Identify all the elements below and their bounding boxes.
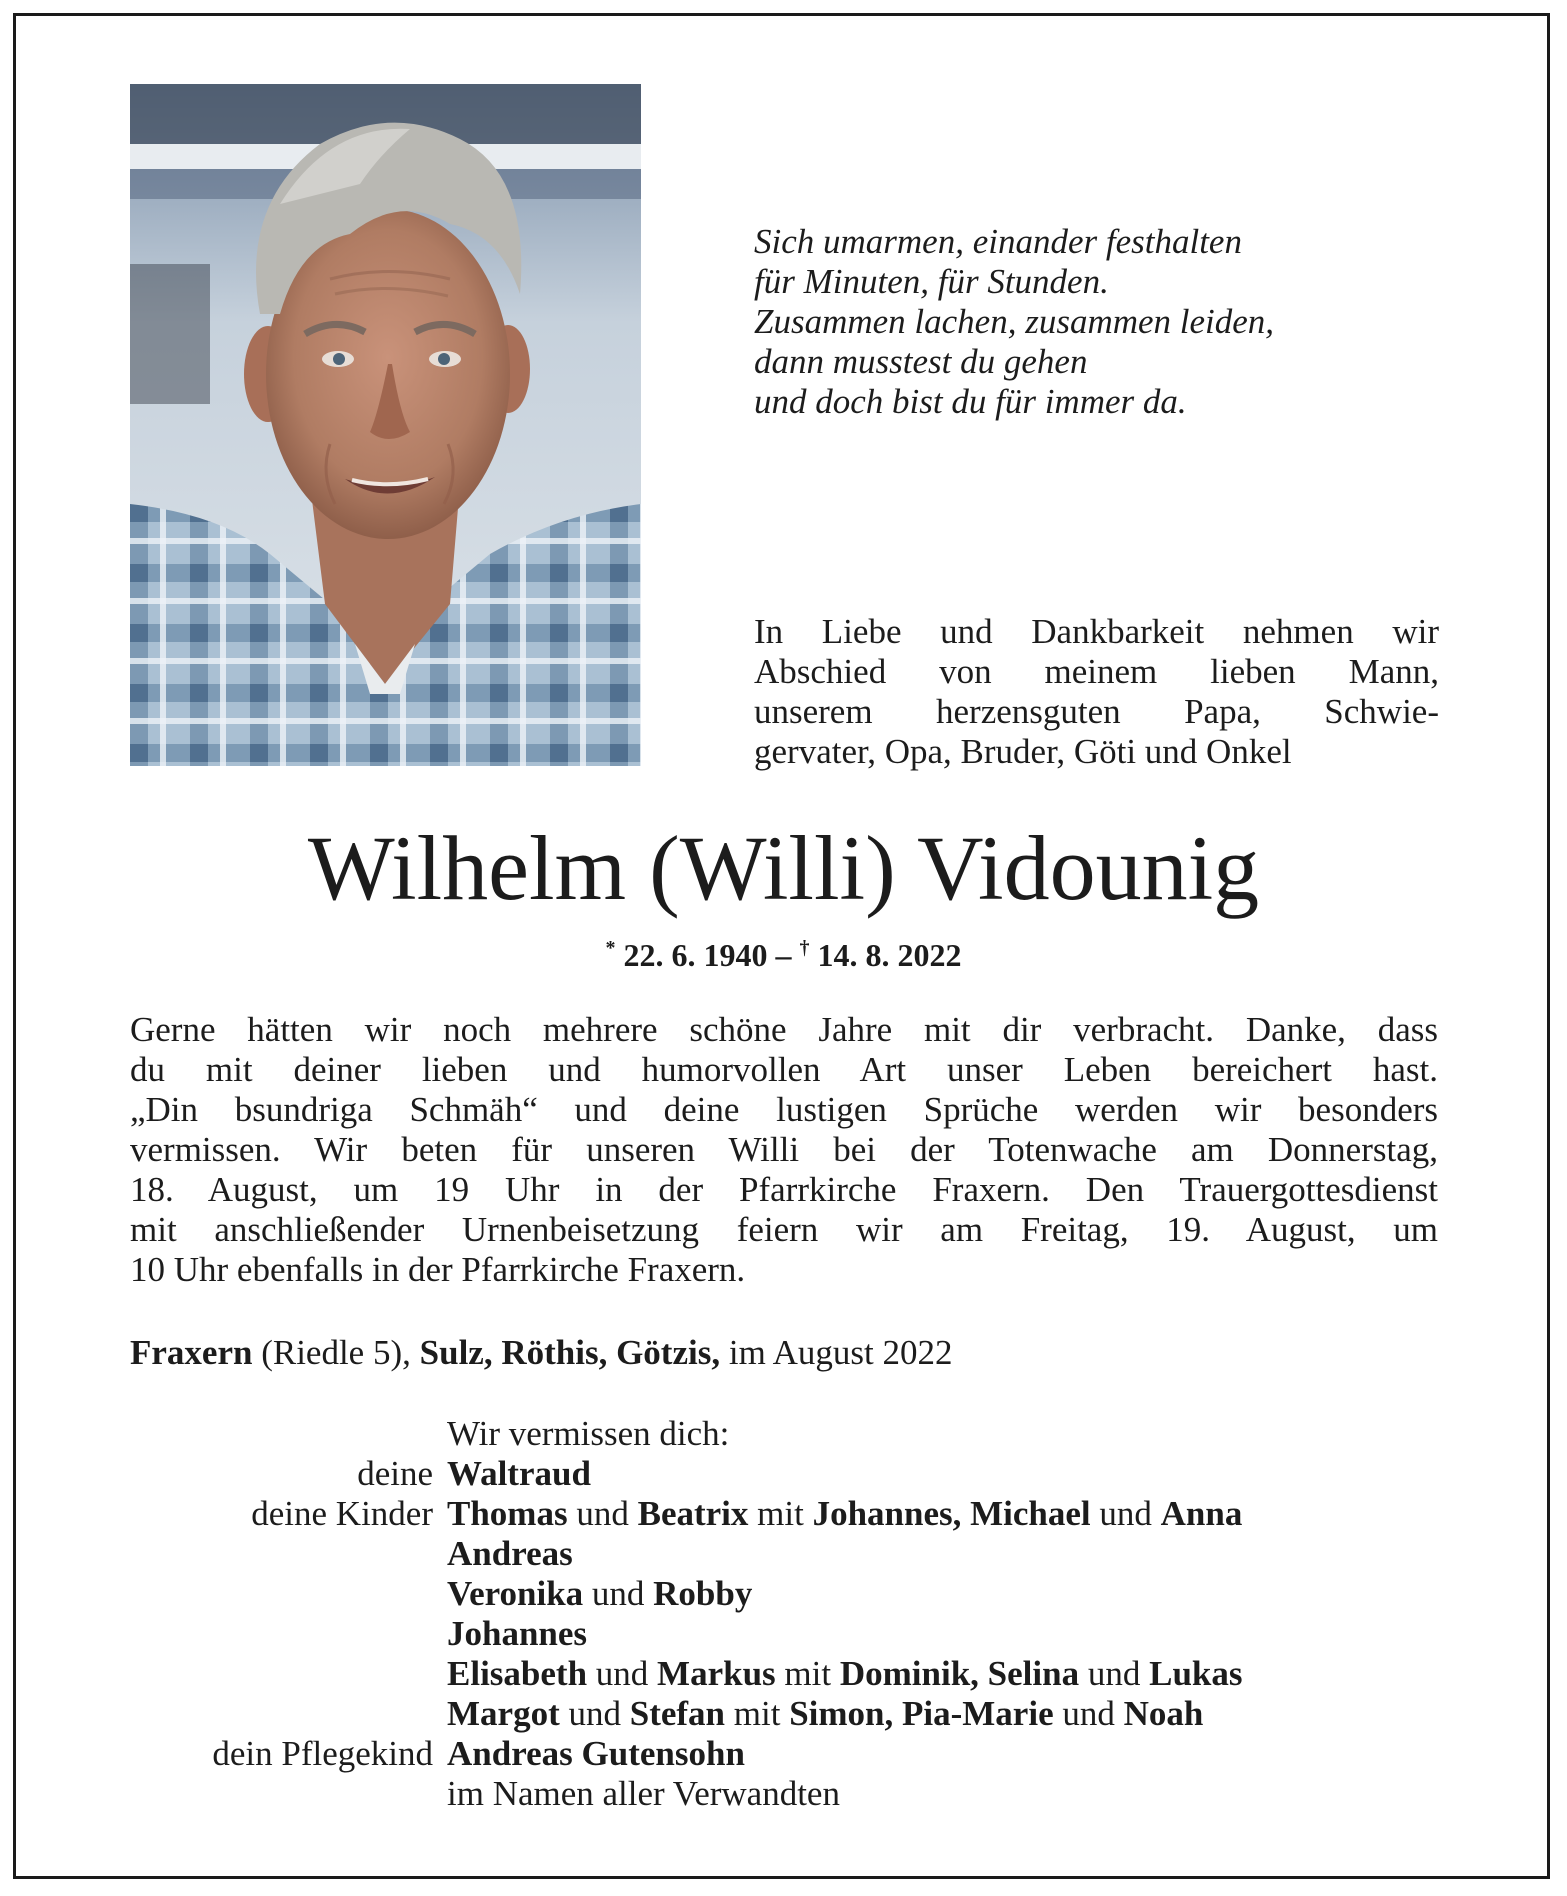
signature-names <box>447 1494 1242 1534</box>
signature-name: Andreas Gutensohn <box>447 1734 745 1773</box>
signature-name: Johannes <box>447 1614 588 1653</box>
place-date: im August 2022 <box>728 1333 953 1372</box>
signature-connector: mit <box>733 1694 781 1733</box>
signature-connector: mit <box>784 1654 832 1693</box>
signature-name: Margot <box>447 1694 560 1733</box>
birth-date: 22. 6. 1940 <box>623 937 768 973</box>
portrait-photo <box>130 84 641 766</box>
signature-label: deine Kinder <box>251 1494 433 1533</box>
date-dash: – <box>775 937 792 973</box>
body-line: du mit deiner lieben und humorvollen Art unser Leben bereichert hast. <box>130 1050 1438 1089</box>
signature-name: Lukas <box>1149 1654 1243 1693</box>
signature-name: Anna <box>1160 1494 1243 1533</box>
body-line: vermissen. Wir beten für unseren Willi bei der Totenwache am Donnerstag, <box>130 1130 1438 1169</box>
body-line: mit anschließender Urnenbeisetzung feiern wir am Freitag, 19. August, um <box>130 1210 1438 1249</box>
place-others: Sulz, Röthis, Götzis, <box>419 1333 721 1372</box>
signature-names <box>447 1734 745 1774</box>
intro-text <box>754 612 1439 772</box>
signature-names <box>447 1454 591 1494</box>
signature-names <box>447 1574 752 1614</box>
signature-name: Veronika <box>447 1574 584 1613</box>
signature-connector: und <box>568 1694 621 1733</box>
death-symbol: † <box>799 937 810 959</box>
signature-name: Andreas <box>447 1534 573 1573</box>
birth-symbol: * <box>605 937 616 959</box>
signature-name: Dominik, Selina <box>839 1654 1080 1693</box>
signature-names <box>447 1534 573 1574</box>
body-line: „Din bsundriga Schmäh“ und deine lustigen Sprüche werden wir besonders <box>130 1090 1438 1129</box>
signature-names <box>447 1614 587 1654</box>
life-dates <box>0 935 1567 975</box>
signature-name: Markus <box>657 1654 776 1693</box>
signatures <box>0 1414 1567 1814</box>
signature-name: Noah <box>1123 1694 1204 1733</box>
place-date-line <box>130 1333 1450 1373</box>
signature-connector: und <box>591 1574 645 1613</box>
poem <box>754 222 1474 422</box>
death-date: 14. 8. 2022 <box>817 937 962 973</box>
poem-line: Zusammen lachen, zusammen leiden, <box>754 302 1275 341</box>
signature-name: Robby <box>653 1574 753 1613</box>
signature-row <box>0 1574 1567 1614</box>
signature-label: dein Pflegekind <box>212 1734 433 1773</box>
signature-closing: im Namen aller Verwandten <box>447 1774 840 1813</box>
signature-name: Johannes, Michael <box>812 1494 1091 1533</box>
deceased-name: Wilhelm (Willi) Vidounig <box>307 817 1260 919</box>
signature-connector: und <box>1062 1694 1115 1733</box>
signature-name: Waltraud <box>447 1454 591 1493</box>
signature-names <box>447 1654 1243 1694</box>
poem-line: dann musstest du gehen <box>754 342 1088 381</box>
signature-label: deine <box>357 1454 433 1493</box>
signature-heading: Wir vermissen dich: <box>447 1414 730 1453</box>
intro-line: Abschied von meinem lieben Mann, <box>754 652 1439 691</box>
signature-name: Simon, Pia-Marie <box>789 1694 1054 1733</box>
poem-line: Sich umarmen, einander festhalten <box>754 222 1242 261</box>
signature-connector: und <box>595 1654 649 1693</box>
signature-name: Elisabeth <box>447 1654 588 1693</box>
signature-row <box>0 1774 1567 1814</box>
signature-row <box>0 1694 1567 1734</box>
signature-connector: und <box>1087 1654 1141 1693</box>
signature-name: Stefan <box>629 1694 726 1733</box>
signature-connector: und <box>1099 1494 1152 1533</box>
signature-row <box>0 1454 1567 1494</box>
signature-name: Beatrix <box>637 1494 749 1533</box>
signature-row <box>0 1734 1567 1774</box>
signature-row <box>0 1414 1567 1454</box>
intro-line: In Liebe und Dankbarkeit nehmen wir <box>754 612 1439 651</box>
signature-connector: mit <box>757 1494 804 1533</box>
body-line: Gerne hätten wir noch mehrere schöne Jahre mit dir verbracht. Danke, dass <box>130 1010 1438 1049</box>
intro-line: gervater, Opa, Bruder, Göti und Onkel <box>754 732 1292 771</box>
intro-line: unserem herzensguten Papa, Schwie- <box>754 692 1439 731</box>
signature-names <box>447 1694 1203 1734</box>
body-line: 10 Uhr ebenfalls in der Pfarrkirche Fraxern. <box>130 1250 746 1289</box>
signature-row <box>0 1534 1567 1574</box>
signature-row <box>0 1654 1567 1694</box>
signature-connector: und <box>576 1494 629 1533</box>
signature-name: Thomas <box>447 1494 568 1533</box>
place-town: Fraxern <box>130 1333 253 1372</box>
signature-row <box>0 1494 1567 1534</box>
portrait-icon <box>130 84 641 766</box>
body-line: 18. August, um 19 Uhr in der Pfarrkirche Fraxern. Den Trauergottesdienst <box>130 1170 1438 1209</box>
place-address: (Riedle 5), <box>261 1333 411 1372</box>
poem-line: für Minuten, für Stunden. <box>754 262 1109 301</box>
obituary-body <box>130 1010 1438 1290</box>
signature-row <box>0 1614 1567 1654</box>
poem-line: und doch bist du für immer da. <box>754 382 1187 421</box>
